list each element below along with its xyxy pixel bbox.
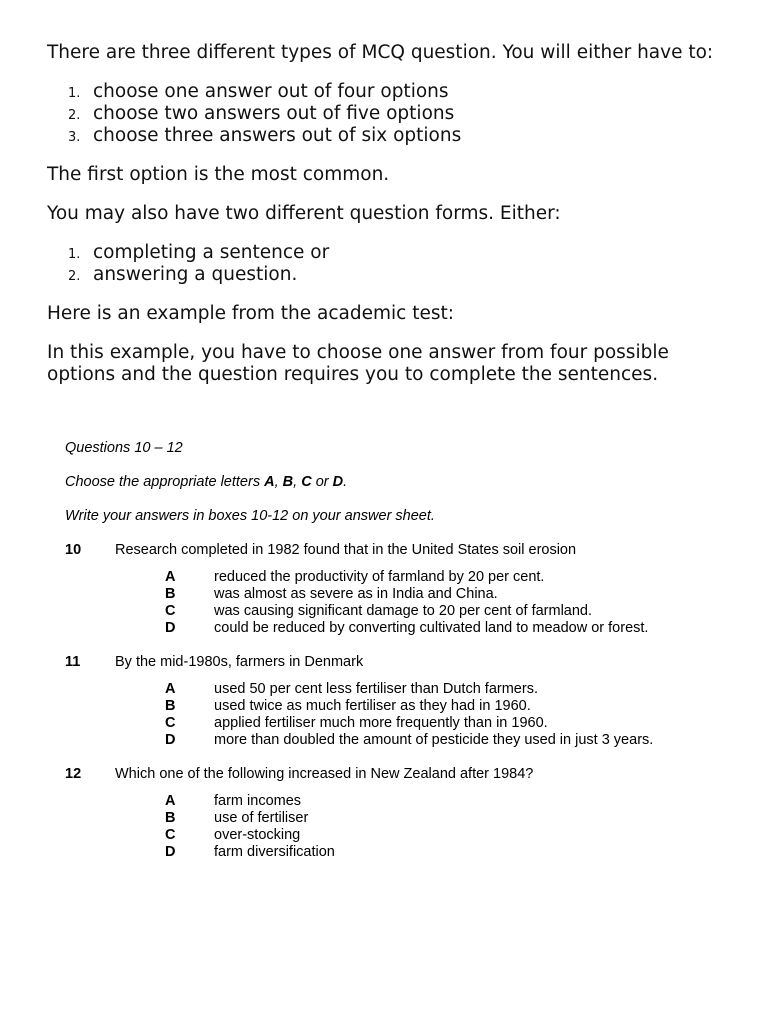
instruction-letter: C [301,474,312,490]
list-item [47,264,737,286]
option-letter: D [165,732,176,748]
option-letter: B [165,586,176,602]
option-list [65,681,705,749]
write-instruction: Write your answers in boxes 10-12 on your answer sheet. [65,508,435,524]
intro-text [47,42,737,403]
option-item [65,569,705,586]
list-number: 1. [68,86,81,101]
choose-instruction [65,471,705,505]
question-stem [65,651,705,681]
option-text: could be reduced by converting cultivated land to meadow or forest. [214,620,649,636]
instruction-letter: B [282,474,294,490]
list-number: 3. [68,130,81,145]
intro-paragraph-types: There are three different types of MCQ question. You will either have to: [47,42,714,63]
option-text: was almost as severe as in India and China. [214,586,498,602]
option-letter: B [165,698,176,714]
option-item [65,715,705,732]
list-item-text: choose two answers out of five options [93,103,455,124]
list-item-text: answering a question. [93,264,298,285]
intro-paragraph-example: Here is an example from the academic test: [47,303,454,324]
list-item [47,81,737,103]
list-number: 2. [68,269,81,284]
list-number: 2. [68,108,81,123]
option-item [65,793,705,810]
intro-paragraph-explanation: In this example, you have to choose one answer from four possible options and the question requires you to complete the sentences. [47,342,669,385]
option-item [65,586,705,603]
intro-paragraph-forms: You may also have two different question forms. Either: [47,203,561,224]
question-stem [65,539,705,569]
question-number: 12 [65,766,82,782]
intro-paragraph-common: The first option is the most common. [47,164,390,185]
option-list [65,793,705,861]
option-letter: C [165,603,176,619]
option-text: used twice as much fertiliser as they had in 1960. [214,698,531,714]
list-item [47,125,737,147]
list-item [47,103,737,125]
option-letter: C [165,827,176,843]
option-item [65,603,705,620]
option-letter: A [165,681,176,697]
option-text: reduced the productivity of farmland by 20 per cent. [214,569,545,585]
list-item-text: choose one answer out of four options [93,81,449,102]
option-item [65,681,705,698]
option-letter: C [165,715,176,731]
instruction-separator: , [274,474,283,490]
option-item [65,827,705,844]
instruction-letter: A [264,474,275,490]
option-letter: A [165,569,176,585]
option-letter: B [165,810,176,826]
option-text: farm incomes [214,793,302,809]
instruction-separator: . [343,474,348,490]
option-item [65,732,705,749]
option-item [65,698,705,715]
option-text: applied fertiliser much more frequently than in 1960. [214,715,548,731]
exam-excerpt [65,437,705,875]
option-text: use of fertiliser [214,810,309,826]
option-text: was causing significant damage to 20 per cent of farmland. [214,603,593,619]
list-number: 1. [68,247,81,262]
list-item-text: completing a sentence or [93,242,330,263]
option-item [65,620,705,637]
list-item-text: choose three answers out of six options [93,125,462,146]
question-number: 10 [65,542,82,558]
option-letter: D [165,844,176,860]
instruction-letter: D [332,474,344,490]
option-letter: D [165,620,176,636]
option-item [65,810,705,827]
question-text: By the mid-1980s, farmers in Denmark [115,654,364,670]
question-stem [65,763,705,793]
types-list [47,81,737,147]
option-list [65,569,705,637]
question-text: Which one of the following increased in New Zealand after 1984? [115,766,534,782]
question-text: Research completed in 1982 found that in the United States soil erosion [115,542,577,558]
instruction-text: Choose the appropriate letters [65,474,265,490]
forms-list [47,242,737,286]
instruction-separator: , [293,474,302,490]
question-number: 11 [65,654,81,670]
instruction-separator: or [311,474,333,490]
option-text: farm diversification [214,844,335,860]
questions-heading: Questions 10 – 12 [65,440,183,456]
option-text: used 50 per cent less fertiliser than Dutch farmers. [214,681,538,697]
option-text: more than doubled the amount of pesticide they used in just 3 years. [214,732,654,748]
option-item [65,844,705,861]
list-item [47,242,737,264]
option-letter: A [165,793,176,809]
option-text: over-stocking [214,827,301,843]
